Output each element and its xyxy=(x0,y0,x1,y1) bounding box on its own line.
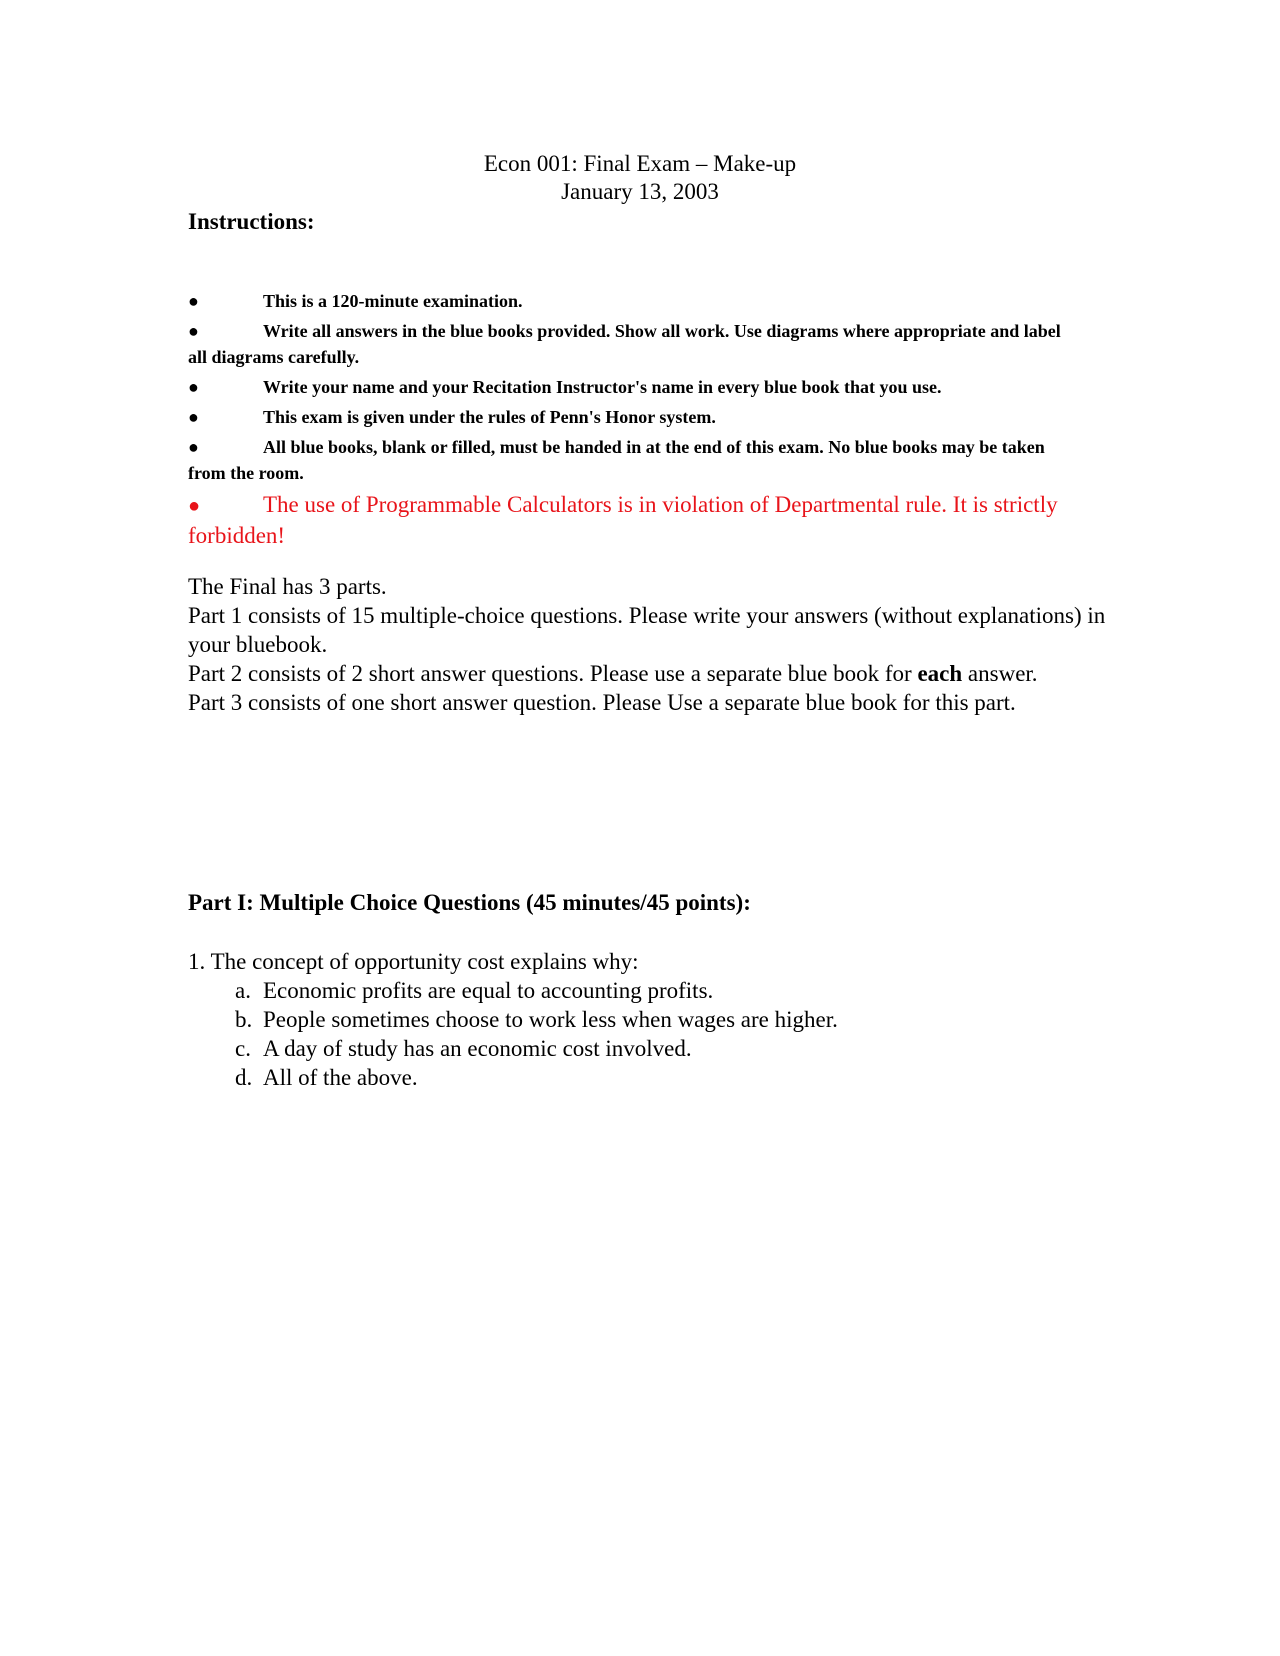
exam-parts-description xyxy=(188,572,1108,717)
instruction-text: All blue books, blank or filled, must be handed in at the end of this exam. No blue books may be taken from the room. xyxy=(188,437,1045,483)
bullet-icon: ● xyxy=(188,495,201,517)
answer-option-d xyxy=(188,1063,1088,1092)
instruction-item xyxy=(188,374,1068,400)
exam-title: Econ 001: Final Exam – Make-up xyxy=(483,151,797,176)
instructions-heading: Instructions: xyxy=(188,209,315,234)
part3-description: Part 3 consists of one short answer question. Please Use a separate blue book for this part. xyxy=(188,690,1016,715)
instruction-text: This exam is given under the rules of Penn's Honor system. xyxy=(263,407,716,427)
bullet-icon: ● xyxy=(188,407,199,427)
instruction-text: Write all answers in the blue books provided. Show all work. Use diagrams where appropriate and label all diagrams carefully. xyxy=(188,321,1061,367)
instruction-item xyxy=(188,404,1068,430)
answer-options xyxy=(188,976,1088,1092)
instructions-list xyxy=(188,288,1068,554)
question-1 xyxy=(188,947,1088,1092)
answer-option-c xyxy=(188,1034,1088,1063)
part-one-heading: Part I: Multiple Choice Questions (45 minutes/45 points): xyxy=(188,890,751,915)
part2-description xyxy=(188,659,1108,688)
part2-text-bold: each xyxy=(917,661,963,686)
bullet-icon: ● xyxy=(188,321,199,341)
instruction-item xyxy=(188,434,1068,486)
answer-option-a xyxy=(188,976,1088,1005)
part2-text-before: Part 2 consists of 2 short answer questions. Please use a separate blue book for xyxy=(188,661,918,686)
bullet-icon: ● xyxy=(188,291,199,311)
answer-option-b xyxy=(188,1005,1088,1034)
instruction-item xyxy=(188,288,1068,314)
exam-date: January 13, 2003 xyxy=(561,179,719,204)
parts-intro: The Final has 3 parts. xyxy=(188,574,387,599)
option-letter: d. xyxy=(235,1065,253,1090)
option-letter: b. xyxy=(235,1007,253,1032)
warning-text: The use of Programmable Calculators is in violation of Departmental rule. It is strictly forbidden! xyxy=(188,492,1058,548)
option-text: People sometimes choose to work less when wages are higher. xyxy=(263,1007,838,1032)
exam-title-block xyxy=(0,150,1280,206)
instruction-text: Write your name and your Recitation Instructor's name in every blue book that you use. xyxy=(263,377,942,397)
option-text: All of the above. xyxy=(263,1065,418,1090)
part1-description: Part 1 consists of 15 multiple-choice questions. Please write your answers (without explanations) in your bluebook. xyxy=(188,603,1106,657)
instruction-item xyxy=(188,318,1068,370)
option-letter: a. xyxy=(235,978,251,1003)
instruction-text: This is a 120-minute examination. xyxy=(263,291,523,311)
calculator-warning xyxy=(188,490,1068,550)
option-text: A day of study has an economic cost involved. xyxy=(263,1036,692,1061)
option-text: Economic profits are equal to accounting profits. xyxy=(263,978,714,1003)
bullet-icon: ● xyxy=(188,437,199,457)
part2-text-after: answer. xyxy=(962,661,1038,686)
bullet-icon: ● xyxy=(188,377,199,397)
question-stem: 1. The concept of opportunity cost explains why: xyxy=(188,949,639,974)
option-letter: c. xyxy=(235,1036,251,1061)
